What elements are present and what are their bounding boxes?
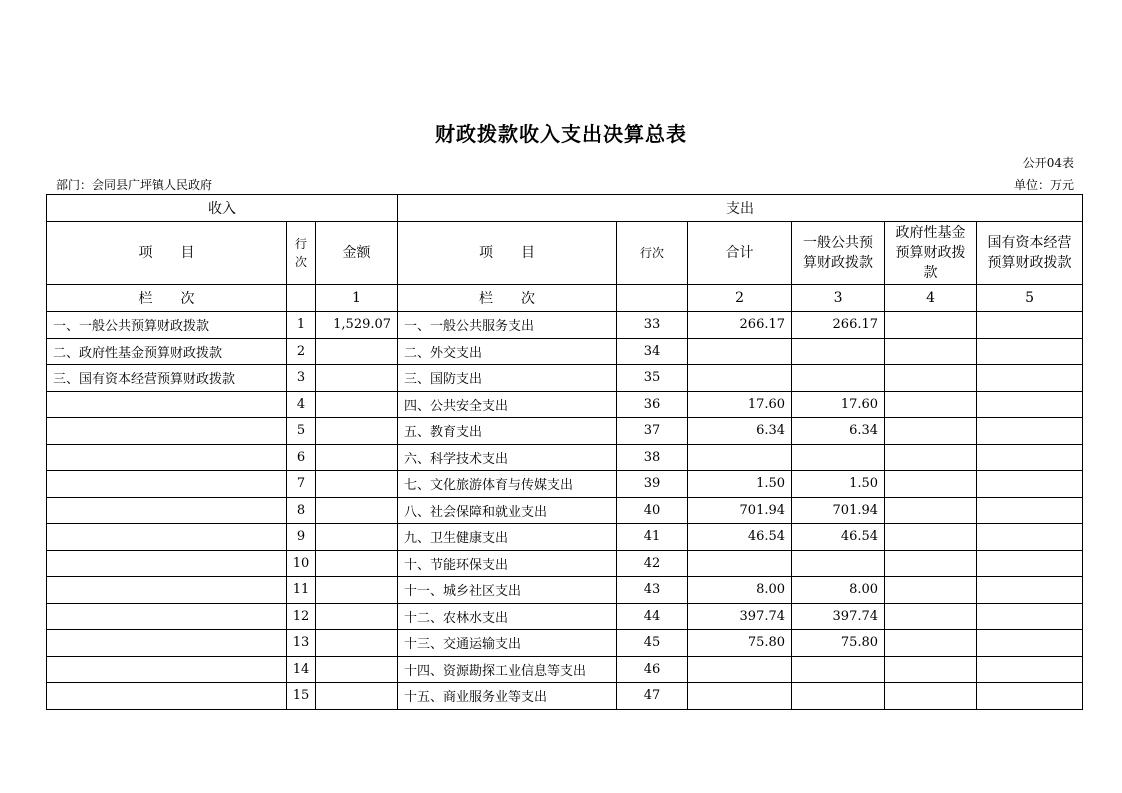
lanci-col-5: 5 bbox=[977, 285, 1083, 312]
lanci-col-1: 1 bbox=[316, 285, 398, 312]
state-capital-cell bbox=[977, 391, 1083, 418]
income-row-no-cell: 12 bbox=[287, 603, 316, 630]
gov-fund-cell bbox=[885, 338, 977, 365]
gov-fund-cell bbox=[885, 312, 977, 339]
expense-row-no-cell: 41 bbox=[617, 524, 688, 551]
income-amount-cell bbox=[316, 683, 398, 710]
income-item-cell bbox=[47, 444, 287, 471]
expense-row-no-cell: 42 bbox=[617, 550, 688, 577]
expense-row-no-cell: 33 bbox=[617, 312, 688, 339]
income-row-no-header bbox=[287, 222, 316, 285]
section-header-row bbox=[47, 195, 1083, 222]
expense-row-no-cell: 35 bbox=[617, 365, 688, 392]
table-row bbox=[47, 444, 1083, 471]
general-budget-cell bbox=[792, 444, 885, 471]
expense-item-cell: 三、国防支出 bbox=[398, 365, 617, 392]
general-budget-header: 一般公共预算财政拨款 bbox=[792, 222, 885, 285]
income-item-cell: 一、一般公共预算财政拨款 bbox=[47, 312, 287, 339]
state-capital-cell bbox=[977, 683, 1083, 710]
total-cell bbox=[688, 683, 792, 710]
income-row-no-cell: 11 bbox=[287, 577, 316, 604]
income-item-cell bbox=[47, 418, 287, 445]
income-row-no-cell: 2 bbox=[287, 338, 316, 365]
state-capital-cell bbox=[977, 656, 1083, 683]
expense-item-cell: 五、教育支出 bbox=[398, 418, 617, 445]
state-capital-cell bbox=[977, 550, 1083, 577]
table-row bbox=[47, 338, 1083, 365]
state-capital-cell bbox=[977, 577, 1083, 604]
income-item-cell bbox=[47, 524, 287, 551]
general-budget-cell: 266.17 bbox=[792, 312, 885, 339]
total-cell bbox=[688, 656, 792, 683]
income-amount-cell bbox=[316, 656, 398, 683]
table-row bbox=[47, 683, 1083, 710]
income-row-no-cell: 13 bbox=[287, 630, 316, 657]
income-row-no-cell: 14 bbox=[287, 656, 316, 683]
state-capital-cell bbox=[977, 418, 1083, 445]
table-row bbox=[47, 312, 1083, 339]
income-amount-cell bbox=[316, 471, 398, 498]
total-cell: 266.17 bbox=[688, 312, 792, 339]
expense-row-no-header: 行次 bbox=[617, 222, 688, 285]
income-item-cell bbox=[47, 630, 287, 657]
form-number: 公开04表 bbox=[1022, 156, 1074, 170]
income-amount-cell bbox=[316, 603, 398, 630]
income-amount-cell bbox=[316, 577, 398, 604]
income-row-no-cell: 15 bbox=[287, 683, 316, 710]
income-amount-cell bbox=[316, 524, 398, 551]
income-amount-cell bbox=[316, 418, 398, 445]
expense-item-cell: 十三、交通运输支出 bbox=[398, 630, 617, 657]
state-capital-cell bbox=[977, 630, 1083, 657]
gov-fund-cell bbox=[885, 550, 977, 577]
table-row bbox=[47, 471, 1083, 498]
gov-fund-cell bbox=[885, 577, 977, 604]
expense-item-cell: 十四、资源勘探工业信息等支出 bbox=[398, 656, 617, 683]
income-row-no-cell: 5 bbox=[287, 418, 316, 445]
page-title: 财政拨款收入支出决算总表 bbox=[435, 122, 687, 146]
expense-item-cell: 十一、城乡社区支出 bbox=[398, 577, 617, 604]
total-cell bbox=[688, 365, 792, 392]
table-row bbox=[47, 418, 1083, 445]
gov-fund-cell bbox=[885, 524, 977, 551]
table-row bbox=[47, 630, 1083, 657]
general-budget-cell bbox=[792, 683, 885, 710]
gov-fund-cell bbox=[885, 656, 977, 683]
gov-fund-cell bbox=[885, 391, 977, 418]
gov-fund-cell bbox=[885, 365, 977, 392]
income-amount-cell: 1,529.07 bbox=[316, 312, 398, 339]
expense-row-no-cell: 36 bbox=[617, 391, 688, 418]
table-row bbox=[47, 550, 1083, 577]
general-budget-cell: 1.50 bbox=[792, 471, 885, 498]
gov-fund-cell bbox=[885, 471, 977, 498]
table-row bbox=[47, 603, 1083, 630]
gov-fund-cell bbox=[885, 418, 977, 445]
state-capital-cell bbox=[977, 312, 1083, 339]
gov-fund-cell bbox=[885, 497, 977, 524]
income-row-no-cell: 9 bbox=[287, 524, 316, 551]
lanci-blank-2 bbox=[617, 285, 688, 312]
total-cell: 701.94 bbox=[688, 497, 792, 524]
income-amount-cell bbox=[316, 444, 398, 471]
total-cell: 75.80 bbox=[688, 630, 792, 657]
income-amount-cell bbox=[316, 497, 398, 524]
expense-item-header: 项 目 bbox=[398, 222, 617, 285]
lanci-col-4: 4 bbox=[885, 285, 977, 312]
expense-item-cell: 一、一般公共服务支出 bbox=[398, 312, 617, 339]
total-cell: 17.60 bbox=[688, 391, 792, 418]
table-row bbox=[47, 524, 1083, 551]
income-amount-cell bbox=[316, 391, 398, 418]
expense-row-no-cell: 34 bbox=[617, 338, 688, 365]
income-row-no-cell: 6 bbox=[287, 444, 316, 471]
expense-row-no-cell: 37 bbox=[617, 418, 688, 445]
expense-item-cell: 八、社会保障和就业支出 bbox=[398, 497, 617, 524]
state-capital-cell bbox=[977, 338, 1083, 365]
general-budget-cell: 17.60 bbox=[792, 391, 885, 418]
table-row bbox=[47, 365, 1083, 392]
state-capital-cell bbox=[977, 497, 1083, 524]
total-cell bbox=[688, 444, 792, 471]
income-item-cell: 二、政府性基金预算财政拨款 bbox=[47, 338, 287, 365]
income-item-cell bbox=[47, 577, 287, 604]
general-budget-cell bbox=[792, 365, 885, 392]
expense-row-no-cell: 39 bbox=[617, 471, 688, 498]
gov-fund-cell bbox=[885, 683, 977, 710]
table-row bbox=[47, 656, 1083, 683]
income-amount-cell bbox=[316, 338, 398, 365]
budget-table bbox=[46, 194, 1083, 710]
general-budget-cell: 8.00 bbox=[792, 577, 885, 604]
total-cell bbox=[688, 550, 792, 577]
general-budget-cell: 397.74 bbox=[792, 603, 885, 630]
lanci-col-3: 3 bbox=[792, 285, 885, 312]
unit-label: 单位：万元 bbox=[1013, 178, 1074, 192]
state-capital-cell bbox=[977, 471, 1083, 498]
column-index-row bbox=[47, 285, 1083, 312]
general-budget-cell: 6.34 bbox=[792, 418, 885, 445]
expense-item-cell: 六、科学技术支出 bbox=[398, 444, 617, 471]
total-cell: 1.50 bbox=[688, 471, 792, 498]
expense-row-no-cell: 47 bbox=[617, 683, 688, 710]
table-row bbox=[47, 391, 1083, 418]
general-budget-cell: 701.94 bbox=[792, 497, 885, 524]
expense-item-cell: 二、外交支出 bbox=[398, 338, 617, 365]
total-cell: 6.34 bbox=[688, 418, 792, 445]
income-item-cell bbox=[47, 471, 287, 498]
lanci-col-2: 2 bbox=[688, 285, 792, 312]
gov-fund-cell bbox=[885, 630, 977, 657]
state-capital-cell bbox=[977, 603, 1083, 630]
total-cell: 8.00 bbox=[688, 577, 792, 604]
income-row-no-cell: 3 bbox=[287, 365, 316, 392]
expense-row-no-cell: 44 bbox=[617, 603, 688, 630]
general-budget-cell: 75.80 bbox=[792, 630, 885, 657]
income-item-cell bbox=[47, 683, 287, 710]
expense-item-cell: 十二、农林水支出 bbox=[398, 603, 617, 630]
total-cell: 46.54 bbox=[688, 524, 792, 551]
expense-row-no-cell: 38 bbox=[617, 444, 688, 471]
expense-row-no-cell: 45 bbox=[617, 630, 688, 657]
income-item-cell bbox=[47, 656, 287, 683]
income-row-no-cell: 10 bbox=[287, 550, 316, 577]
income-amount-header: 金额 bbox=[316, 222, 398, 285]
general-budget-cell bbox=[792, 656, 885, 683]
income-amount-cell bbox=[316, 630, 398, 657]
state-capital-cell bbox=[977, 524, 1083, 551]
gov-fund-cell bbox=[885, 603, 977, 630]
income-row-no-header-text: 行次 bbox=[295, 237, 308, 269]
total-cell: 397.74 bbox=[688, 603, 792, 630]
income-section-header: 收入 bbox=[47, 195, 398, 222]
income-item-cell: 三、国有资本经营预算财政拨款 bbox=[47, 365, 287, 392]
income-item-cell bbox=[47, 603, 287, 630]
income-row-no-cell: 4 bbox=[287, 391, 316, 418]
income-item-header: 项 目 bbox=[47, 222, 287, 285]
state-capital-cell bbox=[977, 444, 1083, 471]
general-budget-cell: 46.54 bbox=[792, 524, 885, 551]
expense-row-no-cell: 46 bbox=[617, 656, 688, 683]
state-capital-cell bbox=[977, 365, 1083, 392]
expense-item-cell: 十五、商业服务业等支出 bbox=[398, 683, 617, 710]
table-row bbox=[47, 577, 1083, 604]
department-label: 部门：会同县广坪镇人民政府 bbox=[56, 178, 213, 192]
income-item-cell bbox=[47, 550, 287, 577]
income-item-cell bbox=[47, 497, 287, 524]
expense-item-cell: 十、节能环保支出 bbox=[398, 550, 617, 577]
expense-item-cell: 七、文化旅游体育与传媒支出 bbox=[398, 471, 617, 498]
lanci-blank-1 bbox=[287, 285, 316, 312]
expense-item-cell: 九、卫生健康支出 bbox=[398, 524, 617, 551]
total-cell bbox=[688, 338, 792, 365]
general-budget-cell bbox=[792, 550, 885, 577]
column-header-row bbox=[47, 222, 1083, 285]
income-row-no-cell: 7 bbox=[287, 471, 316, 498]
expense-row-no-cell: 43 bbox=[617, 577, 688, 604]
gov-fund-header: 政府性基金预算财政拨款 bbox=[885, 222, 977, 285]
total-header: 合计 bbox=[688, 222, 792, 285]
expense-item-cell: 四、公共安全支出 bbox=[398, 391, 617, 418]
expense-section-header: 支出 bbox=[398, 195, 1083, 222]
general-budget-cell bbox=[792, 338, 885, 365]
expense-row-no-cell: 40 bbox=[617, 497, 688, 524]
income-amount-cell bbox=[316, 550, 398, 577]
state-capital-header: 国有资本经营预算财政拨款 bbox=[977, 222, 1083, 285]
income-item-cell bbox=[47, 391, 287, 418]
table-row bbox=[47, 497, 1083, 524]
gov-fund-cell bbox=[885, 444, 977, 471]
income-row-no-cell: 1 bbox=[287, 312, 316, 339]
income-row-no-cell: 8 bbox=[287, 497, 316, 524]
lanci-label-income: 栏 次 bbox=[47, 285, 287, 312]
income-amount-cell bbox=[316, 365, 398, 392]
lanci-label-expense: 栏 次 bbox=[398, 285, 617, 312]
